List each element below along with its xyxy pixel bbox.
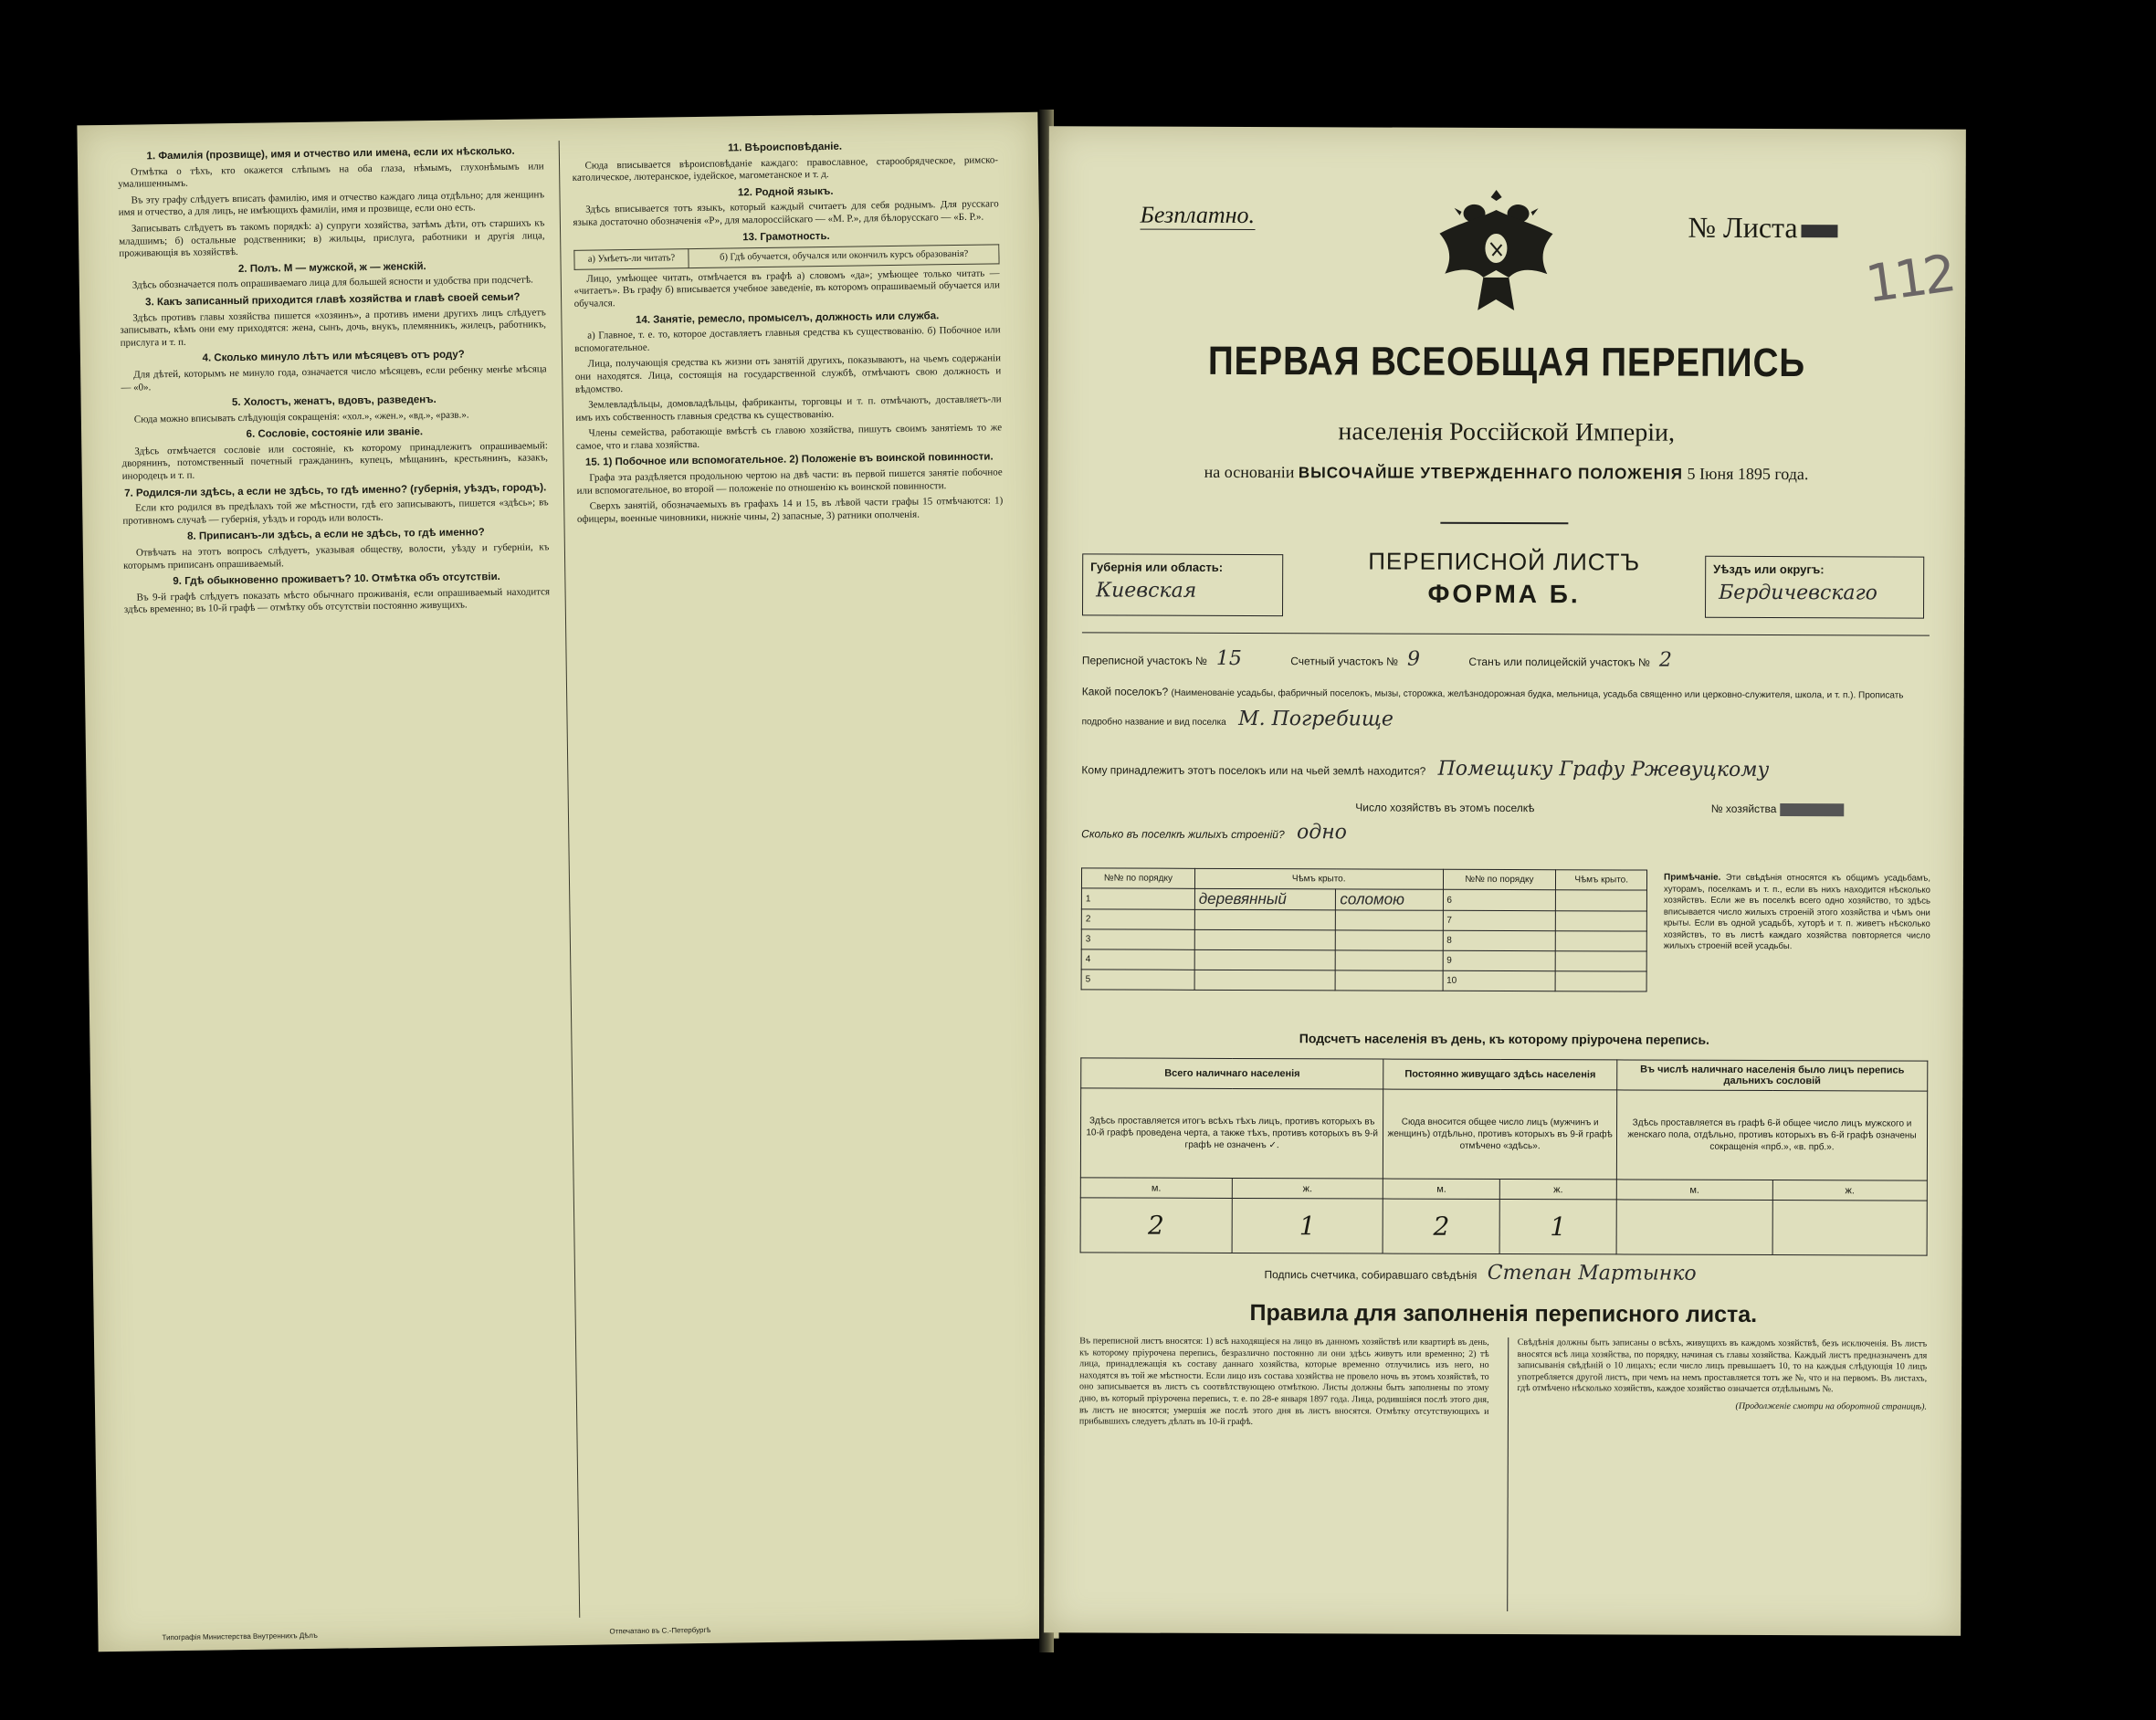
buildings-line: Сколько въ поселкѣ жилыхъ строеній? одно [1081,821,1348,844]
uezd-value: Бердичевскаго [1719,581,1877,605]
divider [1440,522,1568,524]
census-form-page [1044,126,1966,1635]
district-numbers-line: Переписной участокъ № 15 Счетный участокъ № 9 Станъ или полицейскій участокъ № 2 [1081,646,1672,672]
instruction-paragraph: Если кто родился въ предѣлахъ той же мѣстности, гдѣ его записываютъ, пишется «здѣсь»; въ противномъ случаѣ — губернія, уѣздъ и городъ или волость. [122,497,549,527]
footnote-note: Примѣчаніе. Эти свѣдѣнія относятся къ общимъ усадьбамъ, хуторамъ, поселкамъ и т. п., если въ нихъ находится нѣсколько хозяйствъ. Если же въ поселкѣ всего одно хозяйство, то здѣсь вписывается число жилыхъ строеній этого хозяйства и чѣмъ они крыты. Если въ одной усадьбѣ, хуторѣ и т. п. живетъ нѣсколько хозяйствъ, то въ листѣ каждаго хозяйства повторяется число жилыхъ строеній всей усадьбы. [1663,872,1931,952]
count-value [1772,1201,1927,1256]
literacy-table: а) Умѣетъ-ли читать? б) Гдѣ обучается, обучался или окончилъ курсъ образованія? [573,244,1000,269]
governorate-field: Губернія или область: Киевская [1082,553,1283,616]
instruction-paragraph: Въ 9-й графѣ слѣдуетъ показать мѣсто обычнаго проживанія, если опрашиваемый находится здѣсь временно; въ 10-й графѣ — отмѣтку объ отсутствіи постоянно живущихъ. [123,586,551,616]
form-title: ПЕРВАЯ ВСЕОБЩАЯ ПЕРЕПИСЬ [1207,338,1806,386]
instruction-paragraph: а) Главное, т. е. то, которое доставляетъ главныя средства къ существованію. б) Побочное или вспомогательное. [574,324,1001,354]
archive-pencil-number: 112 [1862,244,1957,315]
buildings-row: 2 7 [1081,909,1646,931]
count-value: 1 [1499,1199,1616,1253]
instruction-paragraph: Для дѣтей, которымъ не минуло года, означается число мѣсяцевъ, если ребенку менѣе мѣсяца — «0». [121,363,547,393]
instruction-paragraph: Записывать слѣдуетъ въ такомъ порядкѣ: a) супруги хозяйства, затѣмъ дѣти, отъ старшихъ къ младшимъ; б) остальные родственники; в) жильцы, прислуга, работники и другія лица, проживающія въ хозяйствѣ. [119,217,545,259]
census-section-value: 15 [1215,646,1243,670]
sheet-number: № Листа [1688,211,1837,246]
instruction-paragraph: Землевладѣльцы, домовладѣльцы, фабриканты, торговцы и т. п. отмѣчаютъ, доставляетъ-ли имъ ихъ собственность главныя средства къ существованію. [575,393,1002,424]
households-line: Число хозяйствъ въ этомъ поселкѣ № хозяйства [1081,800,1930,816]
rules-column-2: Свѣдѣнія должны быть записаны о всѣхъ, живущихъ въ каждомъ хозяйствѣ, безъ исключенія. Въ листъ вносятся всѣ лица хозяйства, по порядку, начиная съ главы хозяйства. Каждый листъ предназначенъ для записыванія свѣдѣній о 10 лицахъ; если число лицъ превышаетъ 10, то на каждыя слѣдующія 10 лицъ употребляется другой листъ, при чемъ на немъ проставляется тотъ же №, что и на первомъ. Въ листахъ, гдѣ отмѣчено нѣсколько хозяйствъ, каждое хозяйство означается отдѣльнымъ №. (Продолженіе смотри на оборотной страницѣ). [1507,1337,1928,1613]
instruction-heading: 1. Фамилія (прозвище), имя и отчество или имена, если их нѣсколько. [146,145,515,163]
instruction-paragraph: Здѣсь противъ главы хозяйства пишется «хозяинъ», а противъ имени другихъ лицъ слѣдуетъ записывать, кѣмъ они ему приходятся: жена, сынъ, дочь, внукъ, племянникъ, жилецъ, работникъ, прислуга и т. п. [120,306,547,349]
count-section-value: 9 [1407,647,1421,671]
printer-imprint: Типографія Министерства Внутреннихъ Дѣлъ [162,1631,318,1642]
enumerator-signature: Степан Мартынко [1487,1261,1697,1285]
divider [1082,632,1930,635]
count-value [1616,1200,1772,1255]
instruction-paragraph: Отмѣтка о тѣхъ, кто окажется слѣпымъ на оба глаза, нѣмымъ, глухонѣмымъ или умалишеннымъ. [118,160,544,190]
instruction-heading: 12. Родной языкъ. [737,185,834,199]
count-value: 2 [1383,1199,1499,1253]
instruction-heading: 7. Родился-ли здѣсь, а если не здѣсь, то гдѣ именно? (губернія, уѣздъ, городъ). [124,481,547,499]
instruction-paragraph: Здѣсь обозначается полъ опрашиваемаго лица для большей ясности и удобства при подсчетѣ. [131,274,533,291]
instruction-paragraph: Лицо, умѣющее читать, отмѣчается въ графѣ а) словомъ «да»; умѣющее только читать — «читаетъ». Въ графу б) вписывается учебное заведеніе, въ которомъ опрашиваемый обучается или обучался. [573,267,1001,309]
population-count-table: Всего наличнаго населенія Постоянно живущаго здѣсь населенія Въ числѣ наличнаго населенія было лицъ перепись дальнихъ сословій Здѣсь проставляется итогъ всѣхъ тѣхъ лицъ, противъ которыхъ въ 10-й графѣ проведена черта, а также тѣхъ, противъ которыхъ въ 9-й графѣ не означенъ ✓. Сюда вносится общее число лицъ (мужчинъ и женщинъ) отдѣльно, противъ которыхъ въ 9-й графѣ отмѣчено «здѣсь». Здѣсь проставляется въ графѣ 6-й общее число лицъ мужского и женскаго пола, отдѣльно, противъ которыхъ въ 6-й графѣ означены сокращенія «прб.», «в. прб.». м. ж. м. ж. м. ж. 2 1 2 1 [1080,1057,1929,1255]
buildings-row: 5 10 [1081,970,1646,991]
instruction-heading: 13. Грамотность. [742,230,830,243]
stan-value: 2 [1658,648,1672,672]
instruction-heading: 2. Полъ. М — мужской, ж — женскій. [237,260,426,275]
instruction-paragraph: Здѣсь отмѣчается сословіе или состояніе, къ которому принадлежитъ опрашиваемый: дворянинъ, потомственный почетный гражданинъ, купецъ, мѣщанинъ, крестьянинъ, казакъ, инородецъ и т. п. [121,440,549,482]
ink-blot [1780,803,1844,816]
instruction-heading: 6. Сословіе, состояніе или званіе. [246,426,424,441]
buildings-table: №№ по порядку Чѣмъ крыто. №№ по порядку Чѣмъ крыто. 1 деревянный соломою 6 2 7 3 8 4 9 5 10 [1081,867,1647,991]
enumerator-signature-line: Подпись счетчика, собиравшаго свѣдѣнія Степан Мартынко [1264,1261,1697,1285]
rules-column-1: Въ переписной листъ вносятся: 1) всѣ находящіеся на лицо въ данномъ хозяйствѣ или квартирѣ въ день, къ которому пріурочена перепись, безразлично постоянно ли они здѣсь живутъ или временно; 2) тѣ лица, принадлежащія къ составу даннаго хозяйства, которые временно отлучились изъ него, но находятся въ той же мѣстности. Если лицо изъ состава хозяйства не провело ночь въ этомъ хозяйствѣ, то оно записывается въ листъ съ соотвѣтствующею отмѣткою. Листы должны быть заполнены по этому дню, въ который пріурочена перепись, т. е. по 28-е января 1897 года. Лица, родившіяся послѣ этого дня, въ листъ не вносятся; умершія же послѣ этого дня въ листъ вносятся. Отмѣтку отсутствующихъ и прибывшихъ следуетъ дѣлать въ 10-й графѣ. [1078,1336,1489,1428]
instructions-column-1 [118,141,564,1623]
count-value: 2 [1080,1198,1232,1253]
owner-line: Кому принадлежитъ этотъ поселокъ или на чьей землѣ находится? Помещику Графу Ржевуцкому [1081,757,1770,782]
buildings-row: 1 деревянный соломою 6 [1081,888,1646,911]
instruction-paragraph: Лица, получающія средства къ жизни отъ занятій другихъ, показываютъ, на чьемъ содержаніи они находятся. Лица, состоящія на государственной службѣ, отмѣчаютъ свою должность и вѣдомство. [574,352,1002,395]
instructions-column-2 [558,134,1018,1618]
rules-title: Правила для заполненія переписного листа. [1249,1300,1758,1327]
population-count-title: Подсчетъ населенія въ день, къ которому пріурочена перепись. [1299,1031,1710,1047]
census-sheet-heading: ПЕРЕПИСНОЙ ЛИСТЪ ФОРМА Б. [1368,547,1641,609]
instruction-paragraph: Сюда можно вписывать слѣдующія сокращенія: «хол.», «жен.», «вд.», «разв.». [133,409,469,425]
instruction-heading: 3. Какъ записанный приходится главѣ хозяйства и главѣ своей семьи? [145,291,521,309]
settlement-value: М. Погребище [1238,707,1394,731]
instruction-heading: 5. Холостъ, женатъ, вдовъ, разведенъ. [231,394,436,409]
settlement-line: Какой поселокъ? (Наименованіе усадьбы, фабричный поселокъ, мызы, сторожка, желѣзнодорожная будка, мельница, усадьба священно или церковно-служителя, школа, и т. п.). Прописать подробно название и вид поселка М. Погребище [1081,685,1904,731]
instruction-heading: 15. 1) Побочное или вспомогательное. 2) Положеніе въ воинской повинности. [584,451,994,469]
instruction-heading: 9. Гдѣ обыкновенно проживаетъ? 10. Отмѣтка объ отсутствіи. [173,572,500,588]
buildings-row: 4 9 [1081,949,1646,971]
owner-value: Помещику Графу Ржевуцкому [1437,757,1770,782]
instruction-heading: 11. Вѣроисповѣданіе. [727,141,843,154]
instruction-paragraph: Сверхъ занятій, обозначаемыхъ въ графахъ 14 и 15, въ лѣвой части графы 15 отмѣчаются: 1) офицеры, военные чиновники, нижніе чины, 2) запасные, 3) ратники ополченія. [576,495,1004,525]
uezd-field: Уѣздъ или округъ: Бердичевскаго [1705,556,1924,619]
rules-body [1078,1336,1927,1612]
printer-imprint: Отпечатано въ С.-Петербургѣ [609,1625,711,1636]
form-subtitle: населенія Россійской Имперіи, [1338,417,1676,447]
instruction-paragraph: Въ эту графу слѣдуетъ вписать фамилію, имя и отчество каждаго лица отдѣльно; для женщинъ имя и отчество, а для лицъ, не имѣющихъ фамиліи, имя и прозвище, если оно есть. [118,189,545,219]
double-headed-eagle-emblem [1432,183,1561,320]
instruction-heading: 8. Приписанъ-ли здѣсь, а если не здѣсь, то гдѣ именно? [187,527,485,543]
instruction-paragraph: Сюда вписывается вѣроисповѣданіе каждаго: православное, старообрядческое, римско-католическое, лютеранское, іудейское, магометанское и т. д. [572,153,999,184]
instruction-heading: 14. Занятіе, ремесло, промыселъ, должность или служба. [635,309,940,326]
count-value: 1 [1232,1198,1383,1253]
instruction-heading: 4. Сколько минуло лѣтъ или мѣсяцевъ отъ роду? [202,349,465,364]
instruction-paragraph: Графа эта раздѣляется продольною чертою на двѣ части: въ первой пишется занятіе побочное или вспомогательное, во второй — положеніе по отношенію къ воинской повинности. [576,467,1003,497]
legal-basis: на основаніи ВЫСОЧАЙШЕ УТВЕРЖДЕННАГО ПОЛОЖЕНІЯ 5 Іюня 1895 года. [1204,462,1809,484]
instruction-paragraph: Отвѣчать на этотъ вопросъ слѣдуетъ, указывая обществу, волости, уѣзду и губерніи, къ которымъ приписанъ опрашиваемый. [123,541,550,572]
instruction-paragraph: Члены семейства, работающіе вмѣстѣ съ главою хозяйства, пишутъ своимъ занятіемъ то же самое, что и глава хозяйства. [575,422,1003,452]
ink-blot [1802,225,1838,237]
left-page-instructions [77,112,1058,1652]
instruction-paragraph: Здѣсь вписывается тотъ языкъ, который каждый считаетъ для себя роднымъ. Для русскаго языка достаточно обозначенія «Р», для малороссійскаго — «М. Р.», для бѣлорусскаго — «Б. Р.». [573,198,999,228]
buildings-value: одно [1296,821,1348,844]
buildings-row: 3 8 [1081,929,1646,951]
continued-note: (Продолженіе смотри на оборотной страницѣ). [1735,1400,1928,1412]
governorate-value: Киевская [1096,579,1197,603]
free-label: Безплатно. [1140,201,1256,229]
